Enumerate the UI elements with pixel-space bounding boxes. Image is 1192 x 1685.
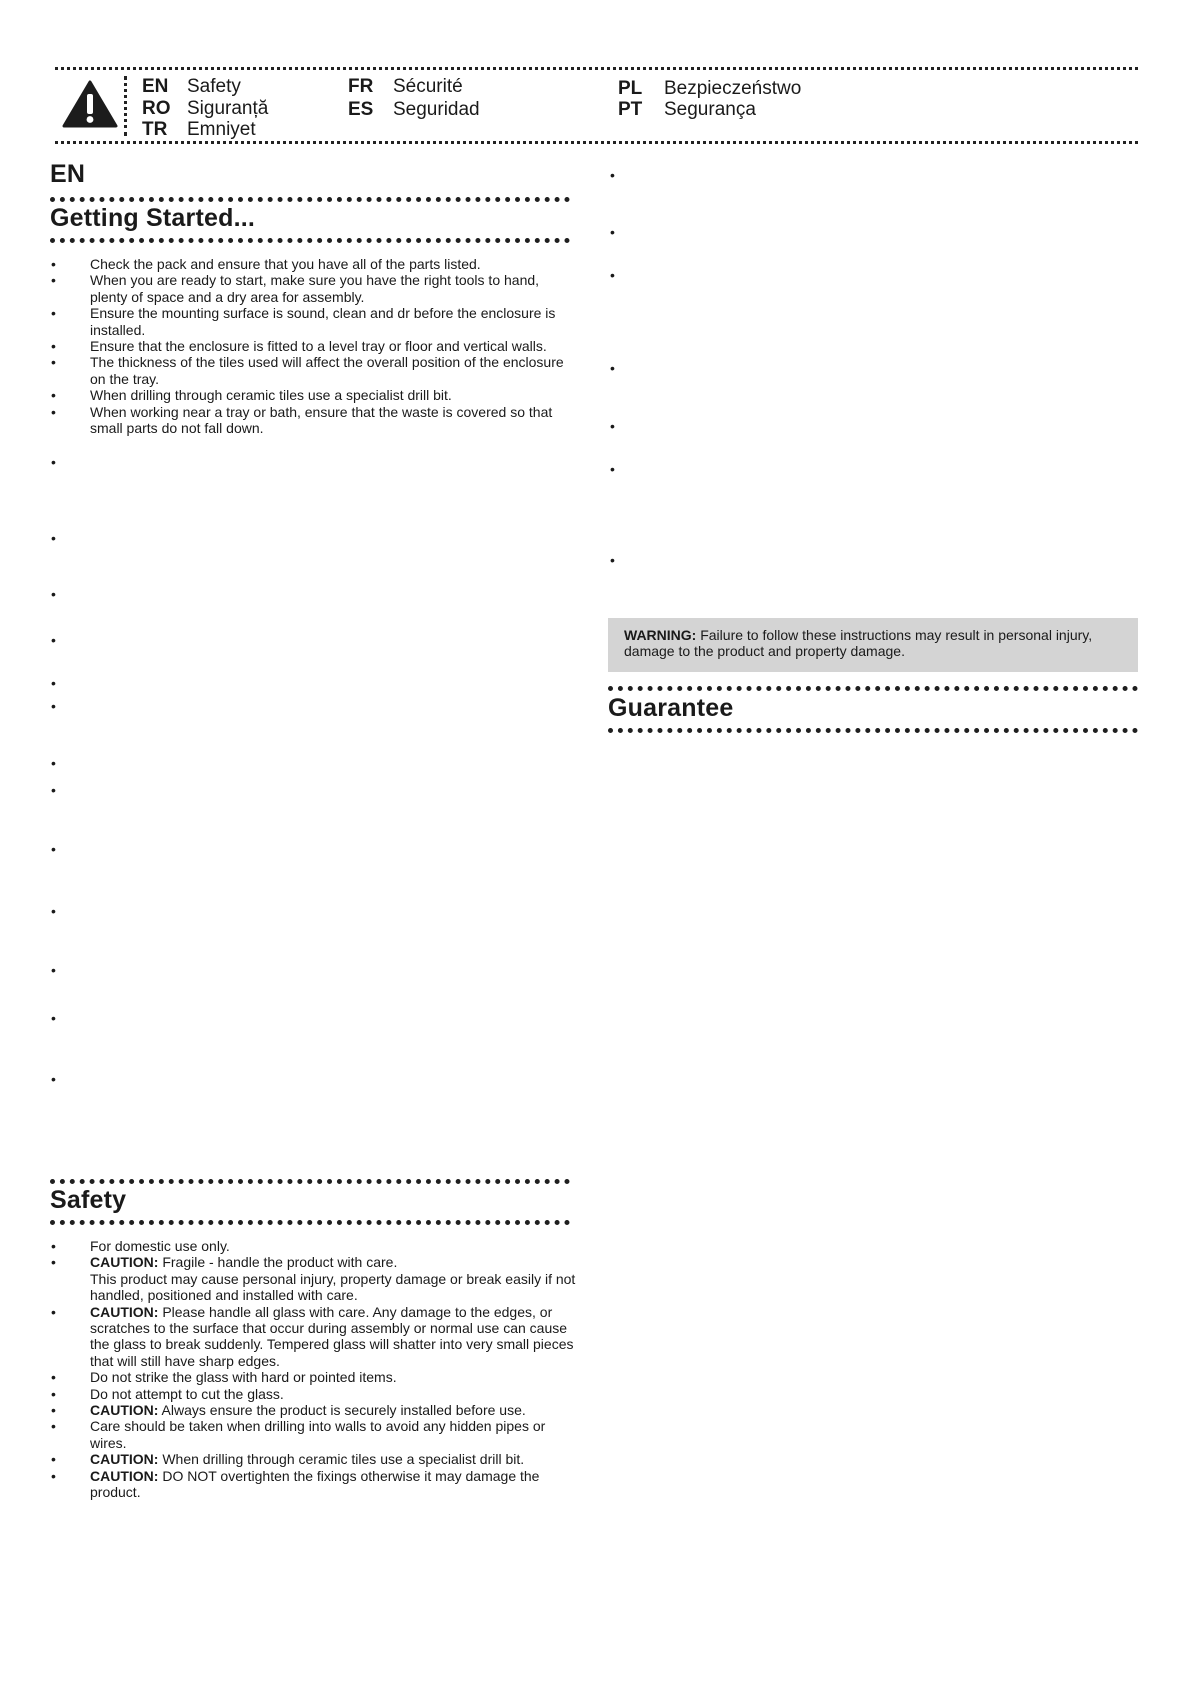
empty-bullet: • bbox=[51, 841, 56, 857]
list-item: • Ensure that the enclosure is fitted to a level tray or floor and vertical walls. bbox=[50, 338, 578, 354]
list-item: • The thickness of the tiles used will affect the overall position of the enclosure on the tray. bbox=[50, 354, 578, 387]
lang-code-pl: PL bbox=[618, 78, 643, 99]
list-item: • When you are ready to start, make sure you have the right tools to hand, plenty of space and a dry area for assembly. bbox=[50, 272, 578, 305]
lang-name-ro: Siguranță bbox=[187, 98, 269, 119]
empty-bullet: • bbox=[51, 755, 56, 771]
warning-box bbox=[608, 618, 1138, 672]
lang-code-ro: RO bbox=[142, 98, 171, 119]
header-vertical-divider bbox=[124, 76, 127, 136]
warning-triangle-icon bbox=[62, 80, 118, 128]
guarantee-title: Guarantee bbox=[608, 694, 734, 722]
list-item: • CAUTION: DO NOT overtighten the fixings otherwise it may damage the product. bbox=[50, 1468, 585, 1501]
list-item: • For domestic use only. bbox=[50, 1238, 585, 1254]
lang-name-es: Seguridad bbox=[393, 99, 480, 120]
warning-text: Failure to follow these instructions may result in personal injury, damage to the product and property damage. bbox=[624, 627, 1093, 660]
lang-code-fr: FR bbox=[348, 76, 374, 97]
empty-bullet: • bbox=[51, 632, 56, 648]
guarantee-bottom-divider bbox=[608, 728, 1138, 733]
safety-top-divider bbox=[50, 1179, 570, 1184]
header-top-divider bbox=[55, 67, 1138, 70]
empty-bullet: • bbox=[51, 962, 56, 978]
getting-started-title: Getting Started... bbox=[50, 204, 256, 232]
warning-label: WARNING: bbox=[624, 627, 697, 643]
list-item-continuation: This product may cause personal injury, property damage or break easily if not handled, positioned and installed with care. bbox=[90, 1270, 576, 1304]
empty-bullet: • bbox=[610, 418, 615, 434]
empty-bullet: • bbox=[51, 698, 56, 714]
getting-started-bottom-divider bbox=[50, 238, 570, 243]
empty-bullet: • bbox=[610, 461, 615, 477]
safety-list bbox=[50, 1238, 585, 1501]
empty-bullet: • bbox=[51, 454, 56, 470]
empty-bullet: • bbox=[610, 267, 615, 283]
empty-bullet: • bbox=[51, 782, 56, 798]
lang-name-pt: Segurança bbox=[664, 99, 756, 120]
list-item: • Care should be taken when drilling into walls to avoid any hidden pipes or wires. bbox=[50, 1418, 585, 1451]
safety-title: Safety bbox=[50, 1186, 127, 1214]
empty-bullet: • bbox=[51, 530, 56, 546]
empty-bullet: • bbox=[51, 903, 56, 919]
list-item: • CAUTION: Fragile - handle the product with care. bbox=[50, 1254, 585, 1270]
getting-started-list bbox=[50, 256, 578, 436]
empty-bullet: • bbox=[610, 224, 615, 240]
lang-name-fr: Sécurité bbox=[393, 76, 463, 97]
empty-bullet: • bbox=[51, 586, 56, 602]
guarantee-top-divider bbox=[608, 686, 1138, 691]
lang-name-tr: Emniyet bbox=[187, 119, 256, 140]
empty-bullet: • bbox=[610, 360, 615, 376]
empty-bullet: • bbox=[51, 1071, 56, 1087]
list-item: • CAUTION: Please handle all glass with care. Any damage to the edges, or scratches to the surface that occur during assembly or normal use can cause the glass to break suddenly. Tempered glass will shatter into very small pieces that will still have sharp edges. bbox=[50, 1304, 585, 1370]
list-item: • Do not attempt to cut the glass. bbox=[50, 1386, 585, 1402]
empty-bullet: • bbox=[610, 167, 615, 183]
lang-code-en: EN bbox=[142, 76, 169, 97]
lang-code-tr: TR bbox=[142, 119, 168, 140]
list-item: • Ensure the mounting surface is sound, clean and dr before the enclosure is installed. bbox=[50, 305, 578, 338]
list-item: • When drilling through ceramic tiles use a specialist drill bit. bbox=[50, 387, 578, 403]
header-bottom-divider bbox=[55, 141, 1138, 144]
list-item: • Check the pack and ensure that you have all of the parts listed. bbox=[50, 256, 578, 272]
empty-bullet: • bbox=[51, 675, 56, 691]
lang-code-es: ES bbox=[348, 99, 374, 120]
list-item: • When working near a tray or bath, ensure that the waste is covered so that small parts do not fall down. bbox=[50, 404, 578, 437]
list-item: • Do not strike the glass with hard or pointed items. bbox=[50, 1369, 585, 1385]
safety-bottom-divider bbox=[50, 1220, 570, 1225]
lang-name-pl: Bezpieczeństwo bbox=[664, 78, 802, 99]
lang-code-pt: PT bbox=[618, 99, 643, 120]
empty-bullet: • bbox=[51, 1010, 56, 1026]
language-heading: EN bbox=[50, 160, 86, 188]
getting-started-top-divider bbox=[50, 197, 570, 202]
list-item: • CAUTION: Always ensure the product is securely installed before use. bbox=[50, 1402, 585, 1418]
list-item: • CAUTION: When drilling through ceramic tiles use a specialist drill bit. bbox=[50, 1451, 585, 1467]
empty-bullet: • bbox=[610, 552, 615, 568]
lang-name-en: Safety bbox=[187, 76, 241, 97]
